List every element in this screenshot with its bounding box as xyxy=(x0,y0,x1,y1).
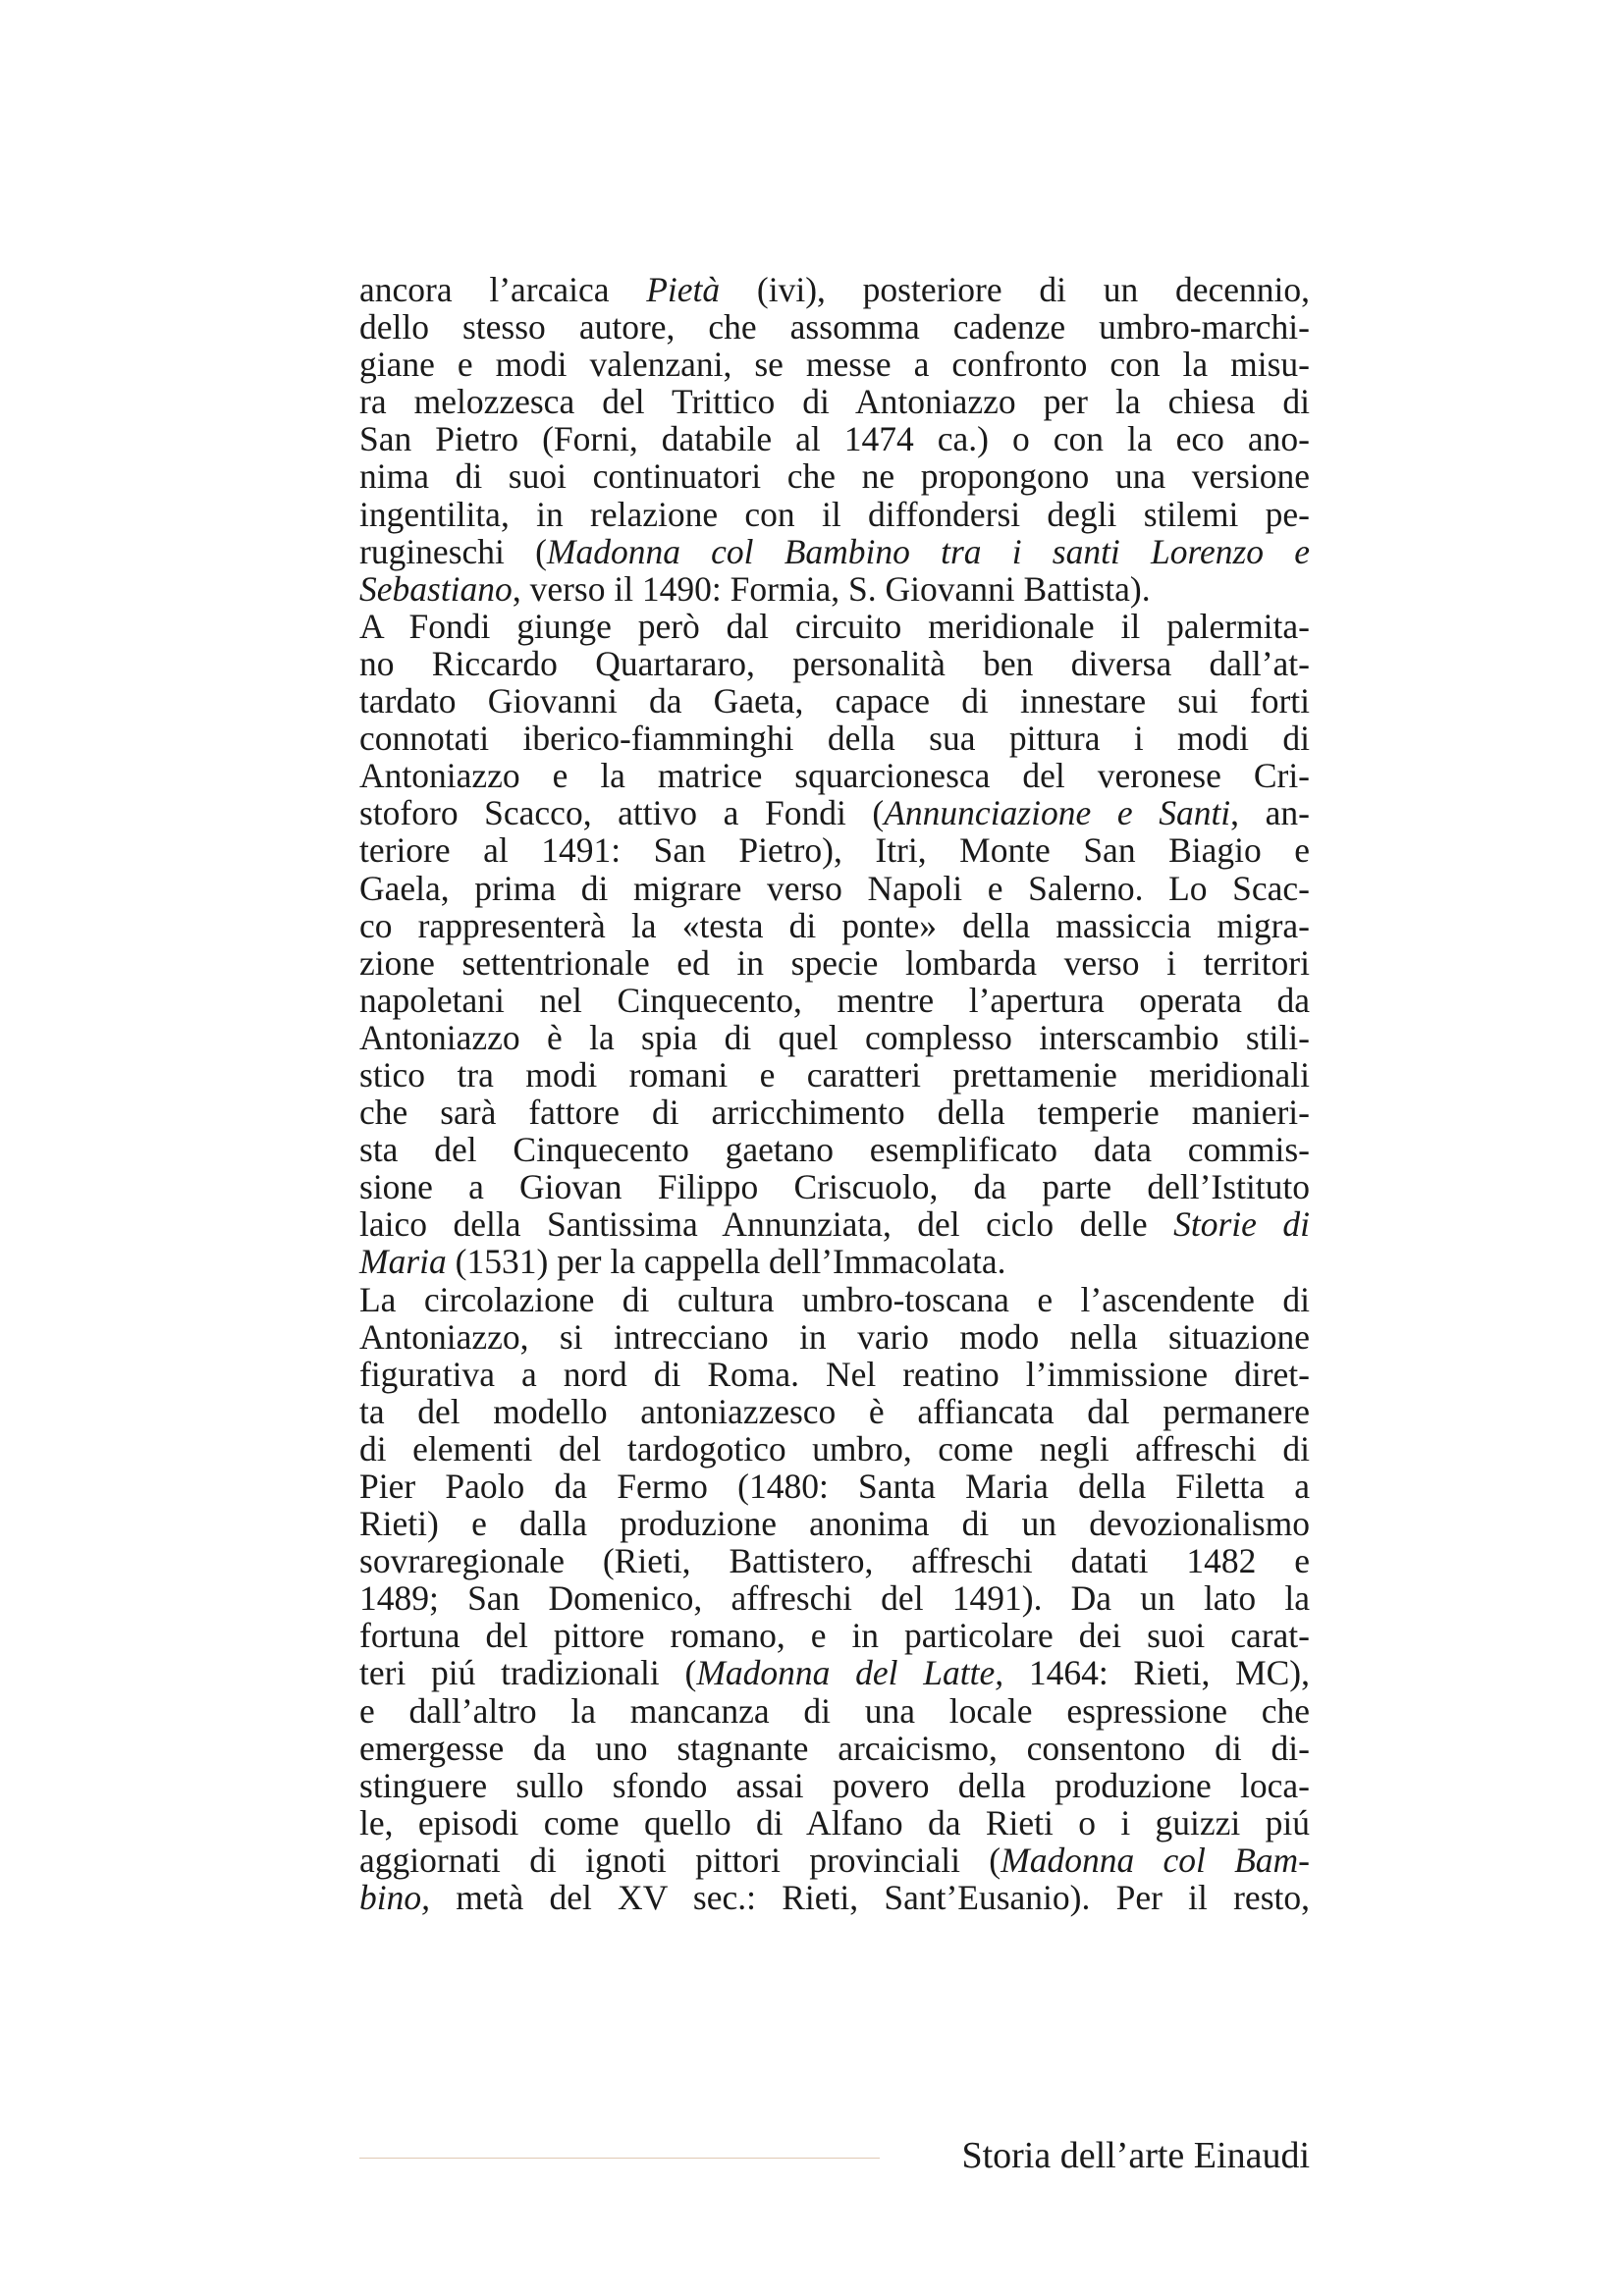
footer-title: Storia dell’arte Einaudi xyxy=(961,2135,1310,2176)
text-run: Pier Paolo da Fermo (1480: Santa Maria della Filetta a xyxy=(359,1467,1310,1506)
text-line xyxy=(359,1767,1310,1804)
text-line xyxy=(359,496,1310,533)
text-run: che sarà fattore di arricchimento della temperie manieri- xyxy=(359,1093,1310,1133)
text-run: sta del Cinquecento gaetano esemplificato data commis- xyxy=(359,1130,1310,1170)
text-line xyxy=(359,533,1310,570)
text-line xyxy=(359,1019,1310,1056)
italic-title: Madonna col Bambino tra i santi Lorenzo e xyxy=(546,531,1310,571)
text-line xyxy=(359,1617,1310,1654)
text-line xyxy=(359,645,1310,682)
text-line xyxy=(359,1730,1310,1767)
text-run: ra melozzesca del Trittico di Antoniazzo per la chiesa di xyxy=(359,382,1310,422)
text-run: Antoniazzo, si intrecciano in vario modo nella situazione xyxy=(359,1316,1310,1357)
text-run: Antoniazzo e la matrice squarcionesca del veronese Cri- xyxy=(359,756,1310,796)
text-run: rugineschi ( xyxy=(359,531,547,571)
text-run: no Riccardo Quartararo, personalità ben diversa dall’at- xyxy=(359,643,1310,683)
text-line xyxy=(359,1692,1310,1730)
text-run: (1531) per la cappella dell’Immacolata. xyxy=(446,1242,1006,1282)
text-line xyxy=(359,346,1310,383)
text-run: Antoniazzo è la spia di quel complesso interscambio stili- xyxy=(359,1017,1310,1057)
text-run: zione settentrionale ed in specie lombarda verso i territori xyxy=(359,942,1310,983)
text-run: fortuna del pittore romano, e in particolare dei suoi carat- xyxy=(359,1616,1310,1656)
text-line xyxy=(359,720,1310,757)
text-run: ancora l’arcaica xyxy=(359,270,647,309)
text-run: emergesse da uno stagnante arcaicismo, consentono di di- xyxy=(359,1728,1310,1768)
text-run: Gaela, prima di migrare verso Napoli e Salerno. Lo Scac- xyxy=(359,868,1310,908)
italic-title: Storie di xyxy=(1173,1204,1310,1245)
text-line xyxy=(359,1654,1310,1691)
text-line xyxy=(359,1205,1310,1243)
italic-title: Madonna del Latte, xyxy=(696,1653,1004,1693)
text-line xyxy=(359,870,1310,907)
italic-title: Pietà xyxy=(646,270,721,309)
text-run: Rieti) e dalla produzione anonima di un devozionalismo xyxy=(359,1504,1310,1544)
text-run: connotati iberico-fiamminghi della sua pittura i modi di xyxy=(359,719,1310,759)
text-line xyxy=(359,907,1310,944)
text-line xyxy=(359,383,1310,420)
text-run: (ivi), posteriore di un decennio, xyxy=(720,270,1310,309)
text-line xyxy=(359,1281,1310,1318)
text-line xyxy=(359,1393,1310,1430)
text-run: ingentilita, in relazione con il diffondersi degli stilemi pe- xyxy=(359,494,1310,534)
text-run: stico tra modi romani e caratteri prettamenie meridionali xyxy=(359,1054,1310,1095)
text-run: figurativa a nord di Roma. Nel reatino l’immissione diret- xyxy=(359,1354,1310,1394)
text-line xyxy=(359,457,1310,495)
text-line xyxy=(359,982,1310,1019)
text-line xyxy=(359,271,1310,308)
page-footer xyxy=(359,2128,1310,2187)
text-run: 1464: Rieti, MC), xyxy=(1003,1653,1311,1693)
text-run: sovraregionale (Rieti, Battistero, affreschi datati 1482 e xyxy=(359,1541,1310,1581)
text-line xyxy=(359,757,1310,794)
text-line xyxy=(359,944,1310,982)
text-run: le, episodi come quello di Alfano da Rieti o i guizzi piú xyxy=(359,1802,1310,1842)
text-run: nima di suoi continuatori che ne propongono una versione xyxy=(359,456,1310,497)
text-run: ta del modello antoniazzesco è affiancata dal permanere xyxy=(359,1391,1310,1431)
text-line xyxy=(359,682,1310,720)
text-run: aggiornati di ignoti pittori provinciali ( xyxy=(359,1840,1001,1880)
text-line xyxy=(359,608,1310,645)
text-line xyxy=(359,1318,1310,1356)
italic-title: bino, xyxy=(359,1878,430,1918)
footer-rule xyxy=(359,2158,880,2159)
text-run: La circolazione di cultura umbro-toscana e l’ascendente di xyxy=(359,1279,1310,1319)
text-line xyxy=(359,1468,1310,1505)
text-line xyxy=(359,1542,1310,1579)
text-run: 1489; San Domenico, affreschi del 1491). Da un lato la xyxy=(359,1578,1310,1619)
italic-title: Madonna col Bam- xyxy=(1001,1840,1311,1880)
text-run: dello stesso autore, che assomma cadenze umbro-marchi- xyxy=(359,307,1310,347)
text-line xyxy=(359,1804,1310,1842)
body-text xyxy=(359,271,1310,1916)
italic-title: Maria xyxy=(359,1242,447,1282)
text-run: , verso il 1490: Formia, S. Giovanni Battista). xyxy=(512,568,1151,609)
text-line xyxy=(359,1842,1310,1879)
text-line xyxy=(359,570,1310,608)
text-run: e dall’altro la mancanza di una locale espressione che xyxy=(359,1690,1310,1731)
text-line xyxy=(359,1879,1310,1916)
text-run: tardato Giovanni da Gaeta, capace di innestare sui forti xyxy=(359,681,1310,721)
text-run: di elementi del tardogotico umbro, come negli affreschi di xyxy=(359,1428,1310,1468)
text-line xyxy=(359,1094,1310,1131)
text-run: teriore al 1491: San Pietro), Itri, Monte San Biagio e xyxy=(359,830,1310,871)
text-line xyxy=(359,1430,1310,1468)
text-line xyxy=(359,1243,1310,1280)
italic-title: Annunciazione e Santi xyxy=(884,793,1231,833)
text-run: co rappresenterà la «testa di ponte» della massiccia migra- xyxy=(359,905,1310,945)
text-line xyxy=(359,1505,1310,1542)
text-line xyxy=(359,794,1310,831)
text-line xyxy=(359,1356,1310,1393)
text-run: stinguere sullo sfondo assai povero della produzione loca- xyxy=(359,1765,1310,1805)
text-run: San Pietro (Forni, databile al 1474 ca.) o con la eco ano- xyxy=(359,419,1310,459)
text-line xyxy=(359,1168,1310,1205)
text-line xyxy=(359,1579,1310,1617)
italic-title: Sebastiano xyxy=(359,568,513,609)
text-run: sione a Giovan Filippo Criscuolo, da parte dell’Istituto xyxy=(359,1167,1310,1207)
text-run: laico della Santissima Annunziata, del ciclo delle xyxy=(359,1204,1174,1245)
text-run: teri piú tradizionali ( xyxy=(359,1653,697,1693)
text-line xyxy=(359,1131,1310,1168)
text-run: stoforo Scacco, attivo a Fondi ( xyxy=(359,793,885,833)
text-run: napoletani nel Cinquecento, mentre l’apertura operata da xyxy=(359,980,1310,1020)
text-run: , an- xyxy=(1230,793,1310,833)
text-run: A Fondi giunge però dal circuito meridionale il palermita- xyxy=(359,606,1310,646)
text-line xyxy=(359,831,1310,869)
text-line xyxy=(359,1056,1310,1094)
text-run: giane e modi valenzani, se messe a confronto con la misu- xyxy=(359,345,1310,385)
text-line xyxy=(359,420,1310,457)
text-line xyxy=(359,308,1310,346)
text-run: metà del XV sec.: Rieti, Sant’Eusanio). Per il resto, xyxy=(430,1878,1310,1918)
